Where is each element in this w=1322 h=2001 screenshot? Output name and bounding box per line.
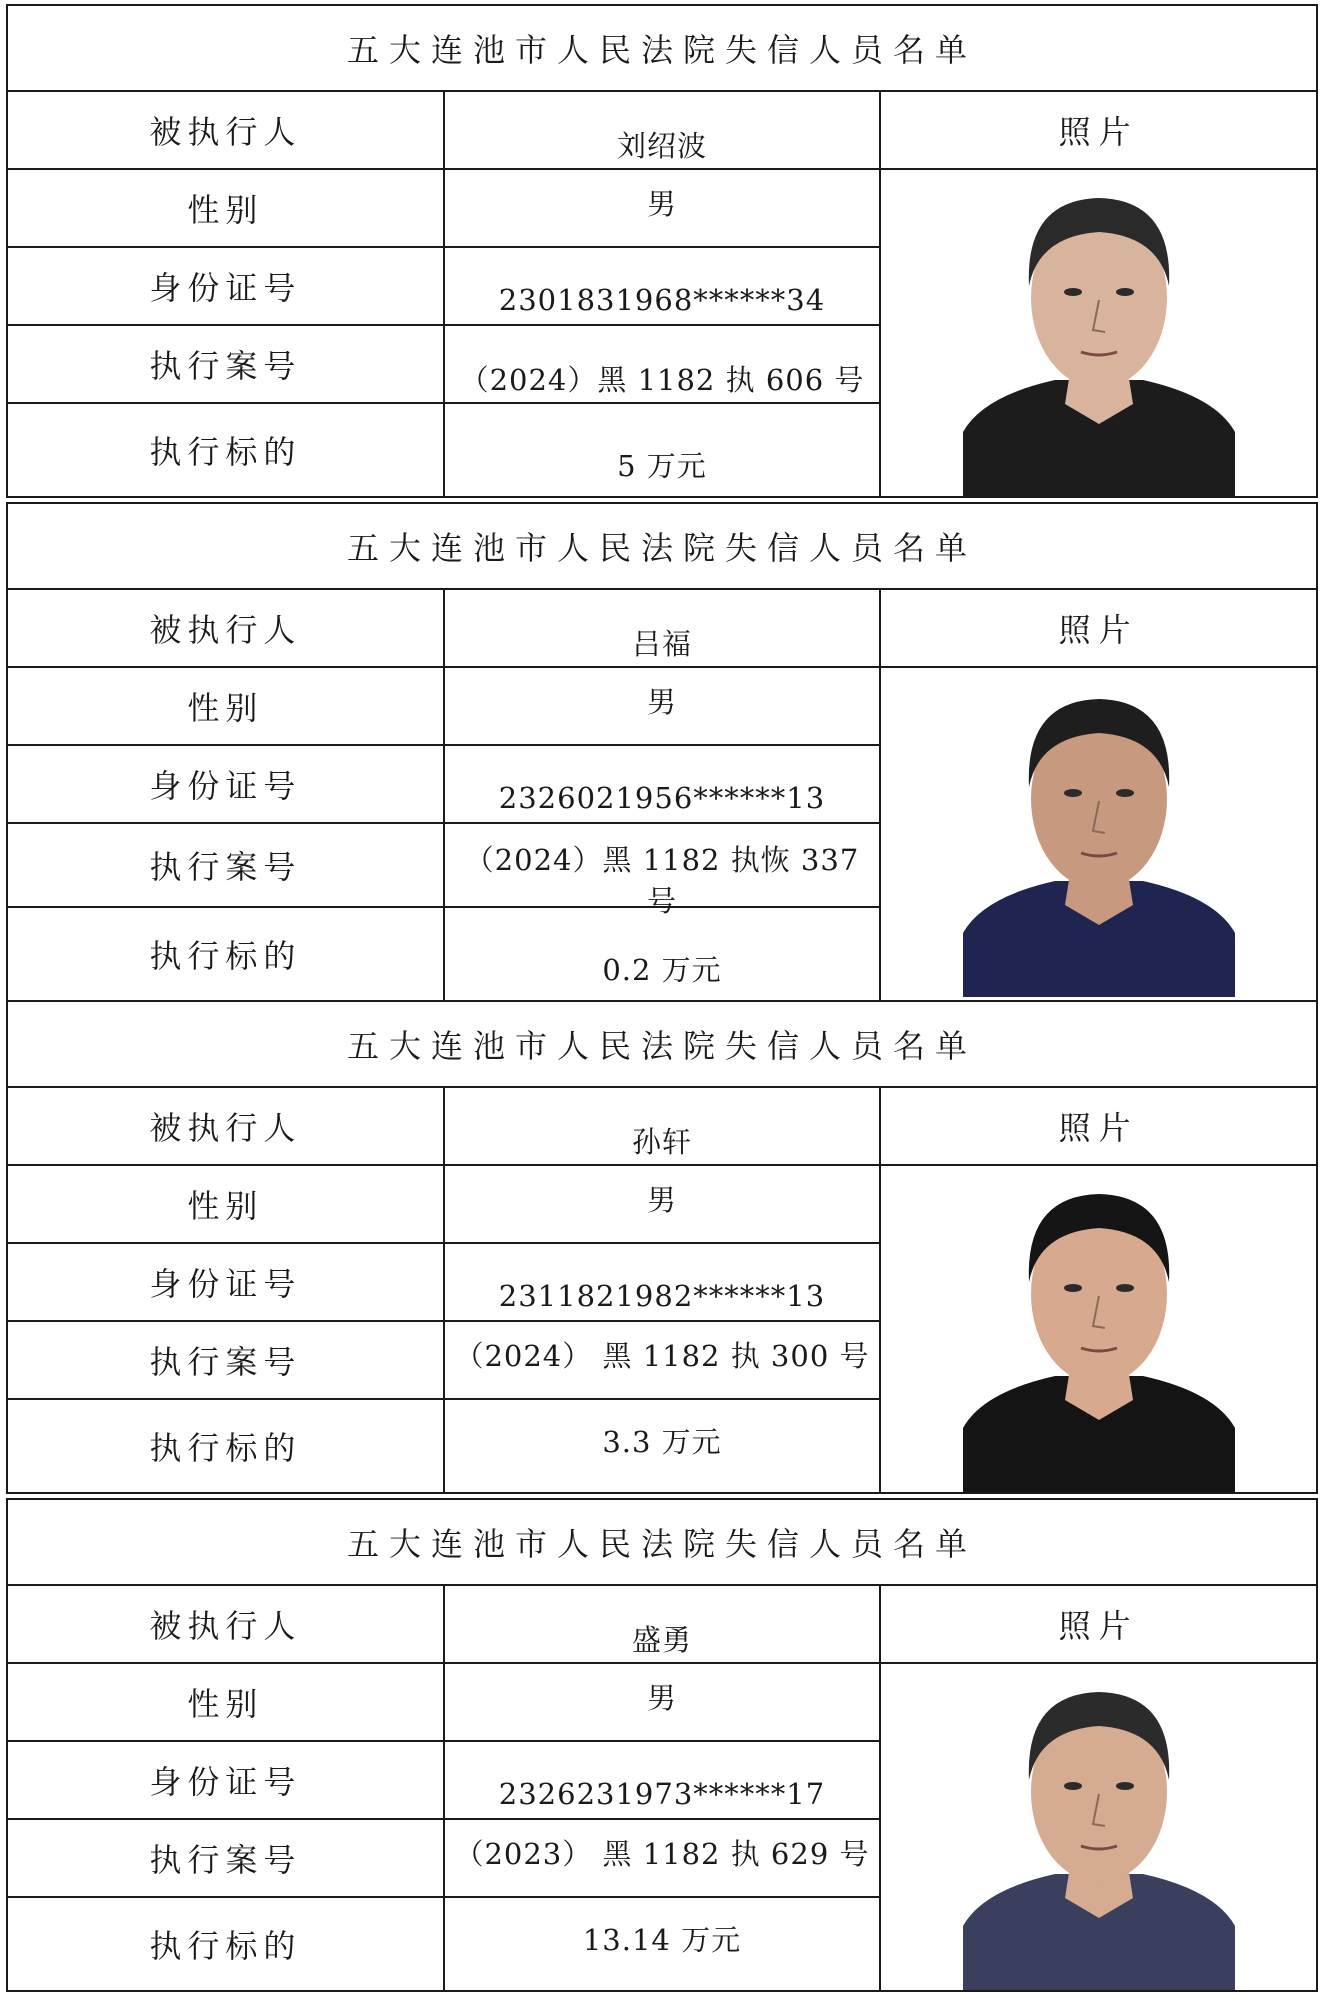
value-gender: 男 [444, 1663, 881, 1741]
label-amount: 执行标的 [7, 403, 444, 497]
value-case: （2024） 黑 1182 执 300 号 [444, 1321, 881, 1399]
photo-eye-left [1064, 1284, 1082, 1292]
photo-eye-right [1116, 288, 1134, 296]
record-title: 五大连池市人民法院失信人员名单 [7, 503, 1317, 589]
value-id: 2311821982******13 [444, 1243, 881, 1321]
value-gender: 男 [444, 1165, 881, 1243]
value-case: （2023） 黑 1182 执 629 号 [444, 1819, 881, 1897]
photo-cell [880, 1165, 1317, 1493]
label-gender: 性别 [7, 169, 444, 247]
label-name: 被执行人 [7, 589, 444, 667]
value-name: 盛勇 [444, 1585, 881, 1663]
label-case: 执行案号 [7, 1321, 444, 1399]
record-4 [6, 1498, 1318, 1992]
value-id: 2326021956******13 [444, 745, 881, 823]
label-id: 身份证号 [7, 1243, 444, 1321]
label-photo: 照片 [880, 589, 1317, 667]
photo-eye-left [1064, 1782, 1082, 1790]
record-3 [6, 1000, 1318, 1494]
label-case: 执行案号 [7, 823, 444, 907]
label-gender: 性别 [7, 667, 444, 745]
label-name: 被执行人 [7, 91, 444, 169]
photo-eye-right [1116, 789, 1134, 797]
value-gender: 男 [444, 169, 881, 247]
photo-cell [880, 1663, 1317, 1991]
photo-eye-left [1064, 789, 1082, 797]
value-amount: 13.14 万元 [444, 1897, 881, 1991]
label-case: 执行案号 [7, 325, 444, 403]
value-amount: 3.3 万元 [444, 1399, 881, 1493]
value-name: 吕福 [444, 589, 881, 667]
record-1 [6, 4, 1318, 498]
label-photo: 照片 [880, 91, 1317, 169]
person-photo [963, 671, 1235, 997]
label-id: 身份证号 [7, 1741, 444, 1819]
label-amount: 执行标的 [7, 1897, 444, 1991]
person-photo [963, 170, 1235, 496]
photo-cell [880, 169, 1317, 497]
value-name: 孙轩 [444, 1087, 881, 1165]
label-photo: 照片 [880, 1087, 1317, 1165]
photo-eye-right [1116, 1782, 1134, 1790]
value-amount: 5 万元 [444, 403, 881, 497]
record-title: 五大连池市人民法院失信人员名单 [7, 1499, 1317, 1585]
person-photo [963, 1664, 1235, 1990]
label-gender: 性别 [7, 1165, 444, 1243]
value-case: （2024）黑 1182 执恢 337 号 [444, 823, 881, 907]
photo-eye-left [1064, 288, 1082, 296]
value-id: 2301831968******34 [444, 247, 881, 325]
value-id: 2326231973******17 [444, 1741, 881, 1819]
person-photo [963, 1166, 1235, 1492]
label-amount: 执行标的 [7, 907, 444, 1001]
label-photo: 照片 [880, 1585, 1317, 1663]
record-title: 五大连池市人民法院失信人员名单 [7, 1001, 1317, 1087]
value-amount: 0.2 万元 [444, 907, 881, 1001]
record-title: 五大连池市人民法院失信人员名单 [7, 5, 1317, 91]
label-id: 身份证号 [7, 745, 444, 823]
label-name: 被执行人 [7, 1087, 444, 1165]
value-gender: 男 [444, 667, 881, 745]
record-2 [6, 502, 1318, 1002]
label-id: 身份证号 [7, 247, 444, 325]
value-name: 刘绍波 [444, 91, 881, 169]
label-amount: 执行标的 [7, 1399, 444, 1493]
value-case: （2024）黑 1182 执 606 号 [444, 325, 881, 403]
label-case: 执行案号 [7, 1819, 444, 1897]
photo-cell [880, 667, 1317, 1001]
label-gender: 性别 [7, 1663, 444, 1741]
label-name: 被执行人 [7, 1585, 444, 1663]
photo-eye-right [1116, 1284, 1134, 1292]
